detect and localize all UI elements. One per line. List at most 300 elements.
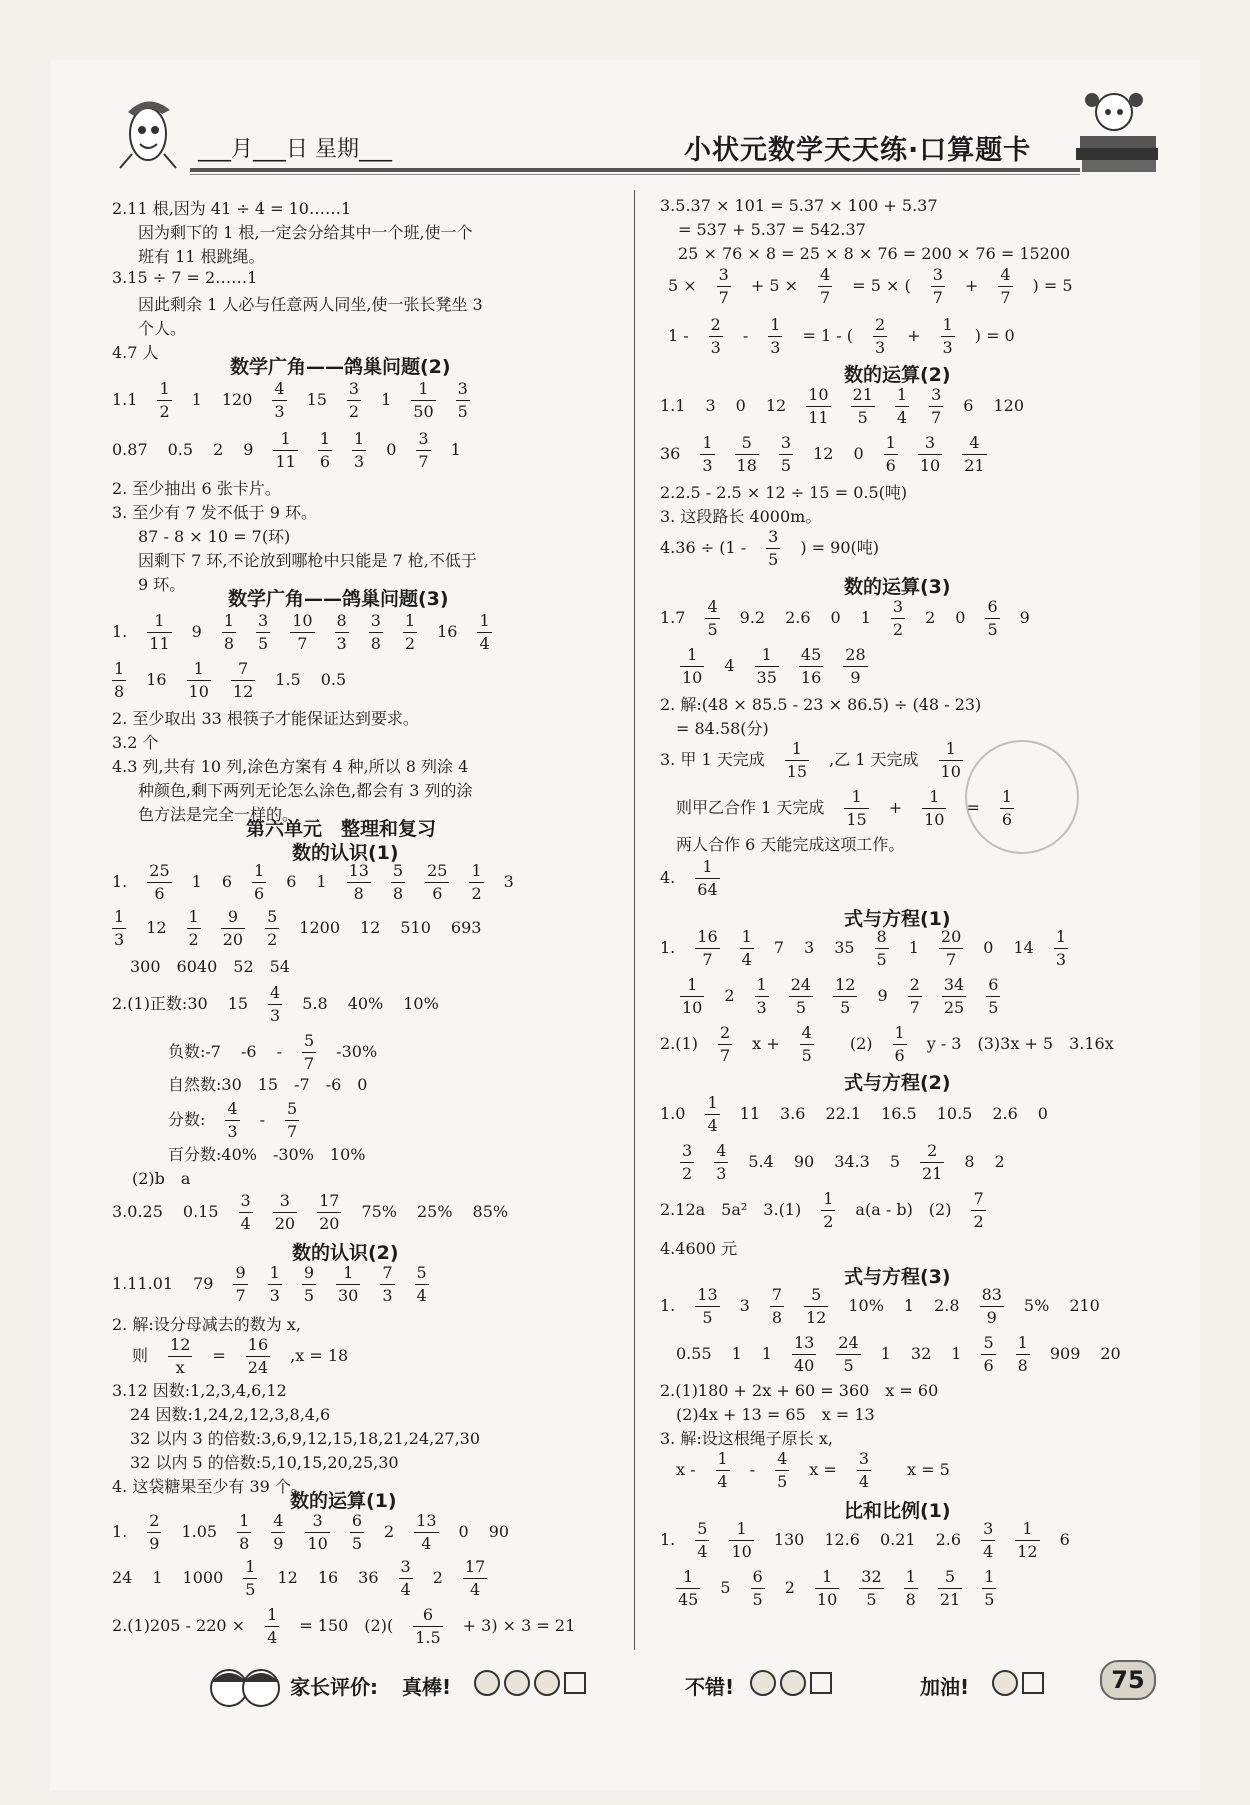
value: 1.	[112, 1522, 128, 1541]
answer-line: 2. 至少抽出 6 张卡片。	[112, 479, 281, 498]
fraction: $\frac{5}{12}$	[806, 1285, 827, 1327]
value: 25%	[416, 1202, 453, 1221]
fraction: $\frac{9}{7}$	[235, 1263, 246, 1305]
fraction: $\frac{2}{3}$	[874, 315, 886, 357]
value: +	[888, 798, 903, 817]
answer-line	[102, 906, 491, 951]
value: x =	[809, 1460, 837, 1479]
value: 1.	[112, 872, 128, 891]
value: 0	[853, 444, 864, 463]
answer-line	[658, 314, 1025, 359]
fraction: $\frac{1}{8}$	[1017, 1333, 1028, 1375]
fraction: $\frac{3}{2}$	[892, 597, 904, 639]
fraction: $\frac{8}{5}$	[876, 927, 887, 969]
value: 10.5	[936, 1104, 973, 1123]
answer-line	[650, 1092, 1058, 1137]
fraction: $\frac{3}{8}$	[370, 611, 381, 653]
answer-line: 两人合作 6 天能完成这项工作。	[676, 835, 905, 854]
value: 210	[1069, 1296, 1100, 1315]
fraction: $\frac{3}{5}$	[258, 611, 269, 653]
fraction: $\frac{12}{5}$	[835, 975, 856, 1017]
value: 分数:	[168, 1110, 206, 1129]
value: 36	[660, 444, 681, 463]
value: 1.	[112, 622, 128, 641]
value: 1	[191, 390, 202, 409]
value: 9	[191, 622, 202, 641]
value: 0.21	[879, 1530, 916, 1549]
value: 3	[705, 396, 716, 415]
value: 16	[437, 622, 458, 641]
fraction: $\frac{6}{1.5}$	[415, 1605, 441, 1647]
value: 0.5	[320, 670, 347, 689]
value: 3	[804, 938, 815, 957]
fraction: $\frac{1}{3}$	[942, 315, 953, 357]
answer-line	[102, 658, 356, 703]
answer-line	[670, 1140, 1015, 1185]
fraction: $\frac{1}{45}$	[678, 1567, 699, 1609]
value: 6	[963, 396, 974, 415]
value: 120	[993, 396, 1025, 415]
fraction: $\frac{1}{6}$	[254, 861, 265, 903]
value: 16	[317, 1568, 339, 1587]
fraction: $\frac{4}{7}$	[1000, 265, 1011, 307]
value: 2.12a 5a² 3.(1)	[660, 1200, 802, 1219]
fraction: $\frac{1}{11}$	[275, 429, 296, 471]
value: 1.	[660, 1296, 676, 1315]
section-heading: 数学广角——鸽巢问题(3)	[228, 588, 449, 610]
fraction: $\frac{1}{35}$	[756, 645, 777, 687]
value: ,乙 1 天完成	[829, 750, 919, 769]
fraction: $\frac{6}{5}$	[988, 975, 999, 1017]
value: 1	[880, 1344, 891, 1363]
value: 负数:-7	[168, 1042, 221, 1061]
value: 20	[1100, 1344, 1121, 1363]
value: 1	[450, 440, 461, 459]
value: 5.8	[302, 994, 328, 1013]
value: 1	[731, 1344, 742, 1363]
value: 12	[277, 1568, 298, 1587]
fraction: $\frac{1}{10}$	[924, 787, 945, 829]
header-rule	[190, 168, 1080, 172]
section-heading: 数的运算(1)	[290, 1490, 397, 1512]
answer-line: 3.12 因数:1,2,3,4,6,12	[112, 1381, 287, 1400]
section-heading: 式与方程(2)	[844, 1072, 951, 1094]
fraction: $\frac{1}{10}$	[682, 975, 703, 1017]
answer-line: = 84.58(分)	[676, 719, 769, 738]
fraction: $\frac{1}{8}$	[114, 659, 125, 701]
value: 1 -	[668, 326, 689, 345]
answer-line	[650, 1284, 1110, 1329]
fraction: $\frac{5}{4}$	[697, 1519, 708, 1561]
value: 0.55	[676, 1344, 712, 1363]
fraction: $\frac{4}{5}$	[801, 1023, 812, 1065]
value: 1	[903, 1296, 915, 1315]
value: + 3) × 3 = 21	[462, 1616, 576, 1635]
answer-line: 4. 这袋糖果至少有 39 个。	[112, 1477, 307, 1496]
fraction: $\frac{4}{3}$	[270, 983, 281, 1025]
value: 32	[910, 1344, 932, 1363]
value: 10%	[848, 1296, 884, 1315]
value: -	[276, 1042, 282, 1061]
girl-reading-books-icon	[1072, 84, 1162, 179]
value: 9.2	[739, 608, 766, 627]
fraction: $\frac{4}{21}$	[964, 433, 985, 475]
value: 79	[193, 1274, 214, 1293]
answer-line: 百分数:40% -30% 10%	[168, 1145, 366, 1164]
answer-line	[650, 856, 730, 901]
value: 1	[381, 390, 392, 409]
value: 1	[761, 1344, 772, 1363]
fraction: $\frac{6}{5}$	[987, 597, 998, 639]
fraction: $\frac{28}{9}$	[845, 645, 866, 687]
value: 1	[316, 872, 327, 891]
fraction: $\frac{5}{18}$	[736, 433, 757, 475]
answer-line: 3.15 ÷ 7 = 2……1	[112, 268, 258, 287]
fraction: $\frac{24}{5}$	[790, 975, 812, 1017]
fraction: $\frac{25}{6}$	[427, 861, 448, 903]
fraction: $\frac{2}{9}$	[149, 1511, 160, 1553]
value: 2	[213, 440, 224, 459]
fraction: $\frac{1}{6}$	[1001, 787, 1013, 829]
answer-line: 3. 这段路长 4000m。	[660, 507, 822, 526]
answer-line: 2.2.5 - 2.5 × 12 ÷ 15 = 0.5(吨)	[660, 483, 908, 502]
fraction: $\frac{1}{4}$	[717, 1449, 728, 1491]
section-heading: 数的运算(3)	[844, 576, 951, 598]
value: 75%	[361, 1202, 397, 1221]
answer-line	[158, 1030, 387, 1075]
answer-line	[650, 1022, 1124, 1067]
value: 15	[306, 390, 327, 409]
fraction: $\frac{1}{30}$	[338, 1263, 359, 1305]
answer-line	[670, 974, 1010, 1019]
value: 36	[358, 1568, 379, 1587]
value: -	[742, 326, 749, 345]
fraction: $\frac{1}{10}$	[816, 1567, 838, 1609]
fraction: $\frac{32}{5}$	[861, 1567, 882, 1609]
fraction: $\frac{2}{7}$	[909, 975, 920, 1017]
checkbox[interactable]	[810, 1672, 832, 1694]
value: 0.15	[182, 1202, 219, 1221]
fraction: $\frac{5}{7}$	[287, 1099, 298, 1141]
answer-line	[102, 378, 480, 423]
fraction: $\frac{1}{6}$	[319, 429, 330, 471]
fraction: $\frac{1}{6}$	[885, 433, 896, 475]
fraction: $\frac{4}{5}$	[777, 1449, 788, 1491]
value: 1	[860, 608, 871, 627]
fraction: $\frac{34}{25}$	[943, 975, 965, 1017]
value: 12.6	[824, 1530, 860, 1549]
answer-line: 32 以内 5 的倍数:5,10,15,20,25,30	[130, 1453, 399, 1472]
value: 4.36 ÷ (1 -	[660, 538, 747, 557]
answer-line: 3.5.37 × 101 = 5.37 × 100 + 5.37	[660, 196, 938, 215]
fraction: $\frac{1}{8}$	[239, 1511, 250, 1553]
value: 5.4	[748, 1152, 774, 1171]
value: ) = 90(吨)	[800, 538, 879, 557]
fraction: $\frac{1}{10}$	[731, 1519, 752, 1561]
fraction: $\frac{6}{5}$	[351, 1511, 362, 1553]
answer-line	[666, 1448, 960, 1493]
fraction: $\frac{1}{5}$	[245, 1557, 256, 1599]
answer-line	[670, 644, 878, 689]
fraction: $\frac{9}{20}$	[222, 907, 244, 949]
fraction: $\frac{1}{3}$	[354, 429, 365, 471]
value: 0	[983, 938, 994, 957]
answer-line	[102, 1510, 519, 1555]
value: 510	[400, 918, 431, 937]
fraction: $\frac{5}{2}$	[267, 907, 278, 949]
value: 0	[955, 608, 966, 627]
fraction: $\frac{1}{3}$	[770, 315, 781, 357]
fraction: $\frac{1}{4}$	[741, 927, 752, 969]
answer-line: = 537 + 5.37 = 542.37	[678, 220, 866, 239]
value: ,x = 18	[290, 1346, 349, 1365]
answer-line: 个人。	[138, 319, 187, 338]
fraction: $\frac{16}{24}$	[247, 1335, 269, 1377]
value: 12	[765, 396, 787, 415]
value: 90	[793, 1152, 815, 1171]
fraction: $\frac{10}{11}$	[808, 385, 829, 427]
value: -	[259, 1110, 265, 1129]
value: 130	[773, 1530, 805, 1549]
value: 9	[877, 986, 888, 1005]
fraction: $\frac{45}{16}$	[800, 645, 822, 687]
value: +	[964, 276, 979, 295]
value: 4	[724, 656, 735, 675]
fraction: $\frac{3}{2}$	[348, 379, 360, 421]
fraction: $\frac{24}{5}$	[838, 1333, 859, 1375]
value: 10%	[403, 994, 439, 1013]
date-line: ___月___日 星期___	[198, 137, 392, 162]
answer-line: 24 因数:1,24,2,12,3,8,4,6	[130, 1405, 331, 1424]
value: 5	[720, 1578, 731, 1597]
value: 3.6	[780, 1104, 806, 1123]
smiley-icon	[504, 1670, 530, 1696]
fraction: $\frac{1}{4}$	[267, 1605, 278, 1647]
homework-stamp	[965, 740, 1079, 854]
fraction: $\frac{20}{7}$	[940, 927, 962, 969]
answer-line: 自然数:30 15 -7 -6 0	[168, 1075, 368, 1094]
cheer-label: 加油!	[920, 1675, 970, 1699]
answer-line	[102, 1262, 439, 1307]
page-title: 小状元数学天天练·口算题卡	[684, 135, 1032, 166]
answer-line: 因此剩余 1 人必与任意两人同坐,使一张长凳坐 3	[138, 295, 483, 314]
value: 6	[1059, 1530, 1070, 1549]
fraction: $\frac{10}{7}$	[292, 611, 313, 653]
section-heading: 第六单元 整理和复习	[246, 818, 437, 840]
pencil-mascot-icon	[112, 88, 184, 178]
value: 1000	[182, 1568, 224, 1587]
fraction: $\frac{7}{3}$	[382, 1263, 393, 1305]
fraction: $\frac{13}{4}$	[416, 1511, 437, 1553]
fraction: $\frac{5}{6}$	[983, 1333, 994, 1375]
value: y - 3 (3)3x + 5 3.16x	[926, 1034, 1114, 1053]
fraction: $\frac{1}{4}$	[896, 385, 908, 427]
fraction: $\frac{3}{2}$	[682, 1141, 693, 1183]
value: 40%	[347, 994, 384, 1013]
value: 5%	[1023, 1296, 1050, 1315]
value: 0	[458, 1522, 469, 1541]
good-rating[interactable]	[748, 1669, 832, 1696]
fraction: $\frac{4}{7}$	[820, 265, 831, 307]
section-heading: 式与方程(1)	[844, 908, 951, 930]
value: 2.6	[992, 1104, 1018, 1123]
answer-line: 3.2 个	[112, 733, 159, 752]
header-rule-thin	[190, 174, 1080, 175]
value: 6	[221, 872, 232, 891]
value: 1200	[299, 918, 340, 937]
answer-line	[650, 526, 889, 571]
value: 9	[243, 440, 254, 459]
fraction: $\frac{6}{5}$	[752, 1567, 763, 1609]
value: 12	[360, 918, 381, 937]
checkbox[interactable]	[1022, 1672, 1044, 1694]
fraction: $\frac{5}{7}$	[303, 1031, 315, 1073]
value: -6	[240, 1042, 257, 1061]
value: 2	[724, 986, 735, 1005]
section-heading: 数学广角——鸽巢问题(2)	[230, 356, 451, 378]
fraction: $\frac{2}{3}$	[710, 315, 721, 357]
answer-line: 87 - 8 × 10 = 7(环)	[138, 527, 291, 546]
answer-line: 班有 11 根跳绳。	[138, 247, 265, 266]
value: 2	[384, 1522, 395, 1541]
fraction: $\frac{9}{5}$	[303, 1263, 314, 1305]
value: 2	[432, 1568, 443, 1587]
value: 1.05	[181, 1522, 218, 1541]
value: 3	[739, 1296, 750, 1315]
fraction: $\frac{13}{5}$	[697, 1285, 718, 1327]
fraction: $\frac{4}{3}$	[716, 1141, 727, 1183]
value: 1.1	[660, 396, 686, 415]
value: 11	[739, 1104, 760, 1123]
fraction: $\frac{3}{4}$	[983, 1519, 994, 1561]
fraction: $\frac{17}{4}$	[464, 1557, 486, 1599]
value: 12	[813, 444, 834, 463]
value: 2.8	[934, 1296, 960, 1315]
section-heading: 数的认识(1)	[292, 842, 399, 864]
answer-line: 25 × 76 × 8 = 25 × 8 × 76 = 200 × 76 = 15200	[678, 244, 1071, 263]
value: 15	[227, 994, 249, 1013]
great-rating[interactable]	[472, 1669, 586, 1696]
checkbox[interactable]	[564, 1672, 586, 1694]
value: 12	[146, 918, 167, 937]
great-label: 真棒!	[402, 1675, 452, 1699]
answer-line: (2)b a	[132, 1169, 191, 1188]
answer-line: 4.7 人	[112, 343, 159, 362]
answer-line	[102, 428, 471, 473]
answer-line	[158, 1098, 309, 1143]
answer-line: 300 6040 52 54	[130, 957, 290, 976]
fraction: $\frac{8}{3}$	[336, 611, 347, 653]
value: 2	[784, 1578, 795, 1597]
answer-line	[102, 1604, 585, 1649]
value: =	[966, 798, 980, 817]
fraction: $\frac{1}{2}$	[188, 907, 199, 949]
answer-line: 色方法是完全一样的。	[138, 805, 299, 824]
value: +	[907, 326, 921, 345]
fraction: $\frac{13}{40}$	[794, 1333, 815, 1375]
answer-line: 3. 解:设这根绳子原长 x,	[660, 1429, 833, 1448]
answer-line	[650, 596, 1040, 641]
fraction: $\frac{1}{11}$	[149, 611, 170, 653]
value: 则甲乙合作 1 天完成	[676, 798, 825, 817]
answer-line	[666, 1566, 1006, 1611]
value: + 5 ×	[750, 276, 799, 295]
fraction: $\frac{7}{2}$	[973, 1189, 984, 1231]
value: 35	[834, 938, 855, 957]
answer-line	[650, 926, 1078, 971]
answer-line	[650, 432, 997, 477]
smiley-icon	[992, 1670, 1018, 1696]
cheer-rating[interactable]	[990, 1669, 1044, 1696]
answer-line: (2)4x + 13 = 65 x = 13	[676, 1405, 875, 1424]
section-heading: 数的运算(2)	[844, 364, 951, 386]
fraction: $\frac{21}{5}$	[852, 385, 873, 427]
section-heading: 式与方程(3)	[844, 1266, 951, 1288]
value: 7	[773, 938, 784, 957]
fraction: $\frac{83}{9}$	[981, 1285, 1002, 1327]
answer-line	[650, 1188, 996, 1233]
fraction: $\frac{1}{8}$	[905, 1567, 916, 1609]
value: 6	[286, 872, 297, 891]
value: 0.87	[112, 440, 148, 459]
value: ) = 0	[974, 326, 1015, 345]
answer-line: 2.(1)180 + 2x + 60 = 360 x = 60	[660, 1381, 939, 1400]
value: 16	[146, 670, 167, 689]
value: 2.(1)205 - 220 ×	[112, 1616, 246, 1635]
value: 2	[994, 1152, 1005, 1171]
value: 24	[112, 1568, 133, 1587]
fraction: $\frac{1}{2}$	[823, 1189, 834, 1231]
fraction: $\frac{2}{21}$	[922, 1141, 943, 1183]
value: 3. 甲 1 天完成	[660, 750, 765, 769]
fraction: $\frac{3}{20}$	[274, 1191, 296, 1233]
fraction: $\frac{16}{7}$	[697, 927, 718, 969]
fraction: $\frac{1}{12}$	[1017, 1519, 1038, 1561]
value: 1.	[660, 1530, 676, 1549]
smiley-icon	[534, 1670, 560, 1696]
value: = 1 - (	[802, 326, 853, 345]
fraction: $\frac{7}{12}$	[232, 659, 254, 701]
value: -30%	[336, 1042, 378, 1061]
value: 2.6	[935, 1530, 962, 1549]
fraction: $\frac{17}{20}$	[319, 1191, 340, 1233]
fraction: $\frac{1}{2}$	[159, 379, 170, 421]
fraction: $\frac{3}{10}$	[307, 1511, 328, 1553]
value: = 5 × (	[852, 276, 911, 295]
fraction: $\frac{1}{10}$	[188, 659, 209, 701]
value: -	[749, 1460, 756, 1479]
value: 2	[925, 608, 936, 627]
fraction: $\frac{1}{64}$	[697, 857, 718, 899]
answer-line	[102, 860, 524, 905]
fraction: $\frac{3}{5}$	[768, 527, 779, 569]
answer-line: 因为剩下的 1 根,一定会分给其中一个班,使一个	[138, 223, 473, 242]
answer-line: 2.11 根,因为 41 ÷ 4 = 10……1	[112, 199, 352, 218]
answer-line: 2. 至少取出 33 根筷子才能保证达到要求。	[112, 709, 419, 728]
answer-line	[666, 1332, 1131, 1377]
value: = 150 (2)(	[299, 1616, 394, 1635]
fraction: $\frac{4}{5}$	[707, 597, 718, 639]
fraction: $\frac{1}{2}$	[404, 611, 416, 653]
fraction: $\frac{25}{6}$	[149, 861, 170, 903]
value: 0.5	[167, 440, 194, 459]
value: 9	[1019, 608, 1030, 627]
value: 909	[1049, 1344, 1081, 1363]
value: 4.	[660, 868, 676, 887]
fraction: $\frac{1}{6}$	[894, 1023, 905, 1065]
eval-label: 家长评价:	[290, 1675, 378, 1699]
fraction: $\frac{1}{10}$	[682, 645, 703, 687]
